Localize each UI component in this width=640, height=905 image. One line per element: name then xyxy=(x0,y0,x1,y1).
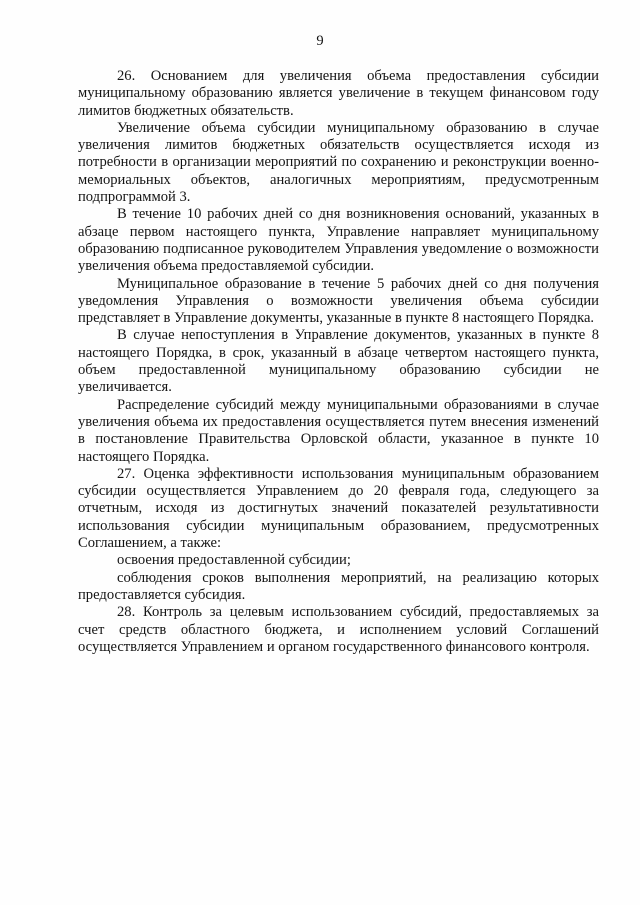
paragraph-notification-deadline: В течение 10 рабочих дней со дня возникновения оснований, указанных в абзаце первом настоящего пункта, Управление направляет муниципальному образованию подписанное руководителем Управления уведомление о возможности увеличения объема предоставляемой субсидии. xyxy=(78,206,599,275)
list-item-deadlines: соблюдения сроков выполнения мероприятий, на реализацию которых предоставляется субсидия. xyxy=(78,569,599,603)
page-number: 9 xyxy=(316,33,324,49)
paragraph-28-control: 28. Контроль за целевым использованием субсидий, предоставляемых за счет средств областного бюджета, и исполнением условий Соглашений осуществляется Управлением и органом государственного финансового контроля. xyxy=(78,604,599,655)
paragraph-increase-subsidy: Увеличение объема субсидии муниципальному образованию в случае увеличения лимитов бюджетных обязательств осуществляется исходя из потребности в организации мероприятий по сохранению и реконструкции военно-мемориальных объектов, аналогичных мероприятиям, предусмотренным подпрограммой 3. xyxy=(78,119,599,206)
paragraph-municipal-documents: Муниципальное образование в течение 5 рабочих дней со дня получения уведомления Управления о возможности увеличения объема субсидии представляет в Управление документы, указанные в пункте 8 настоящего Порядка. xyxy=(78,275,599,327)
paragraph-27-evaluation: 27. Оценка эффективности использования муниципальным образованием субсидии осуществляется Управлением до 20 февраля года, следующего за отчетным, исходя из достигнутых значений показателей результативности использования субсидии муниципальным образованием, предусмотренных Соглашением, а также: xyxy=(78,465,599,552)
list-item-subsidy-use: освоения предоставленной субсидии; xyxy=(117,552,351,569)
paragraph-26-basis: 26. Основанием для увеличения объема предоставления субсидии муниципальному образованию является увеличение в текущем финансовом году лимитов бюджетных обязательств. xyxy=(78,68,599,119)
paragraph-distribution: Распределение субсидий между муниципальными образованиями в случае увеличения объема их предоставления осуществляется путем внесения изменений в постановление Правительства Орловской области, указанное в пункте 10 настоящего Порядка. xyxy=(78,396,599,465)
paragraph-no-documents: В случае непоступления в Управление документов, указанных в пункте 8 настоящего Порядка, в срок, указанный в абзаце четвертом настоящего пункта, объем предоставленной муниципальному образованию субсидии не увеличивается. xyxy=(78,327,599,396)
document-body xyxy=(78,68,599,656)
